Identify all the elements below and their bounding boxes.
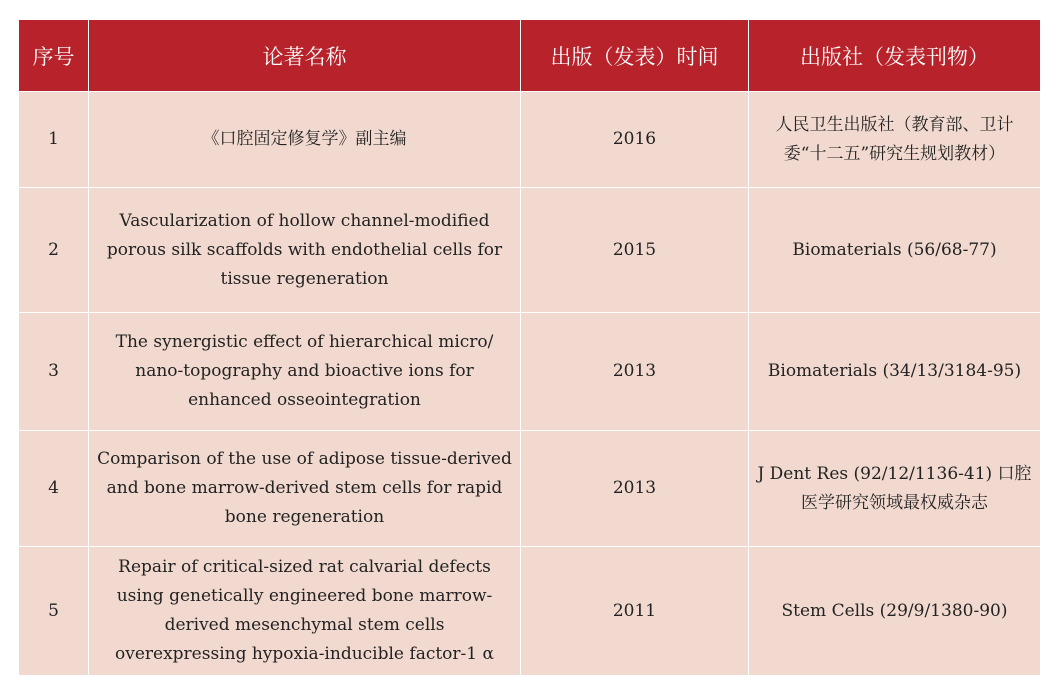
row-title-text: Vascularization of hollow channel-modified porous silk scaffolds with endothelial cells for tissue regeneration bbox=[106, 210, 503, 289]
row-publisher bbox=[749, 92, 1041, 188]
publications-table bbox=[18, 19, 1041, 676]
row-publisher-text: Stem Cells (29/9/1380-90) bbox=[781, 600, 1008, 621]
table-header-row bbox=[19, 20, 1041, 92]
row-year: 2013 bbox=[521, 313, 749, 431]
row-publisher bbox=[749, 313, 1041, 431]
row-index: 5 bbox=[19, 547, 89, 676]
row-publisher-text: J Dent Res (92/12/1136-41) 口腔医学研究领域最权威杂志 bbox=[757, 463, 1032, 513]
row-title-text: The synergistic effect of hierarchical micro/ nano-topography and bioactive ions for enhanced osseointegration bbox=[115, 332, 494, 410]
row-title bbox=[89, 313, 521, 431]
row-title bbox=[89, 431, 521, 547]
row-year: 2013 bbox=[521, 431, 749, 547]
table-row bbox=[19, 313, 1041, 431]
row-index: 4 bbox=[19, 431, 89, 547]
row-publisher-text: 人民卫生出版社（教育部、卫计委“十二五”研究生规划教材） bbox=[775, 114, 1014, 164]
header-publisher: 出版社（发表刊物） bbox=[749, 20, 1041, 92]
row-title bbox=[89, 92, 521, 188]
table-row bbox=[19, 92, 1041, 188]
header-date: 出版（发表）时间 bbox=[521, 20, 749, 92]
header-index: 序号 bbox=[19, 20, 89, 92]
row-title bbox=[89, 188, 521, 313]
row-index: 2 bbox=[19, 188, 89, 313]
row-year: 2016 bbox=[521, 92, 749, 188]
row-publisher bbox=[749, 547, 1041, 676]
row-index: 3 bbox=[19, 313, 89, 431]
table-row bbox=[19, 431, 1041, 547]
row-publisher-text: Biomaterials (56/68-77) bbox=[792, 239, 997, 260]
row-title-text: Comparison of the use of adipose tissue-derived and bone marrow-derived stem cells for rapid bone regeneration bbox=[97, 449, 512, 527]
row-title bbox=[89, 547, 521, 676]
row-title-text: 《口腔固定修复学》副主编 bbox=[202, 129, 407, 149]
row-year: 2011 bbox=[521, 547, 749, 676]
row-title-text: Repair of critical-sized rat calvarial defects using genetically engineered bone marrow-derived mesenchymal stem cells overexpressing hypoxia-inducible factor-1 α bbox=[115, 557, 494, 664]
header-title: 论著名称 bbox=[89, 20, 521, 92]
row-publisher bbox=[749, 188, 1041, 313]
table-row bbox=[19, 188, 1041, 313]
row-year: 2015 bbox=[521, 188, 749, 313]
row-publisher bbox=[749, 431, 1041, 547]
row-publisher-text: Biomaterials (34/13/3184-95) bbox=[767, 361, 1022, 381]
table-row bbox=[19, 547, 1041, 676]
row-index: 1 bbox=[19, 92, 89, 188]
